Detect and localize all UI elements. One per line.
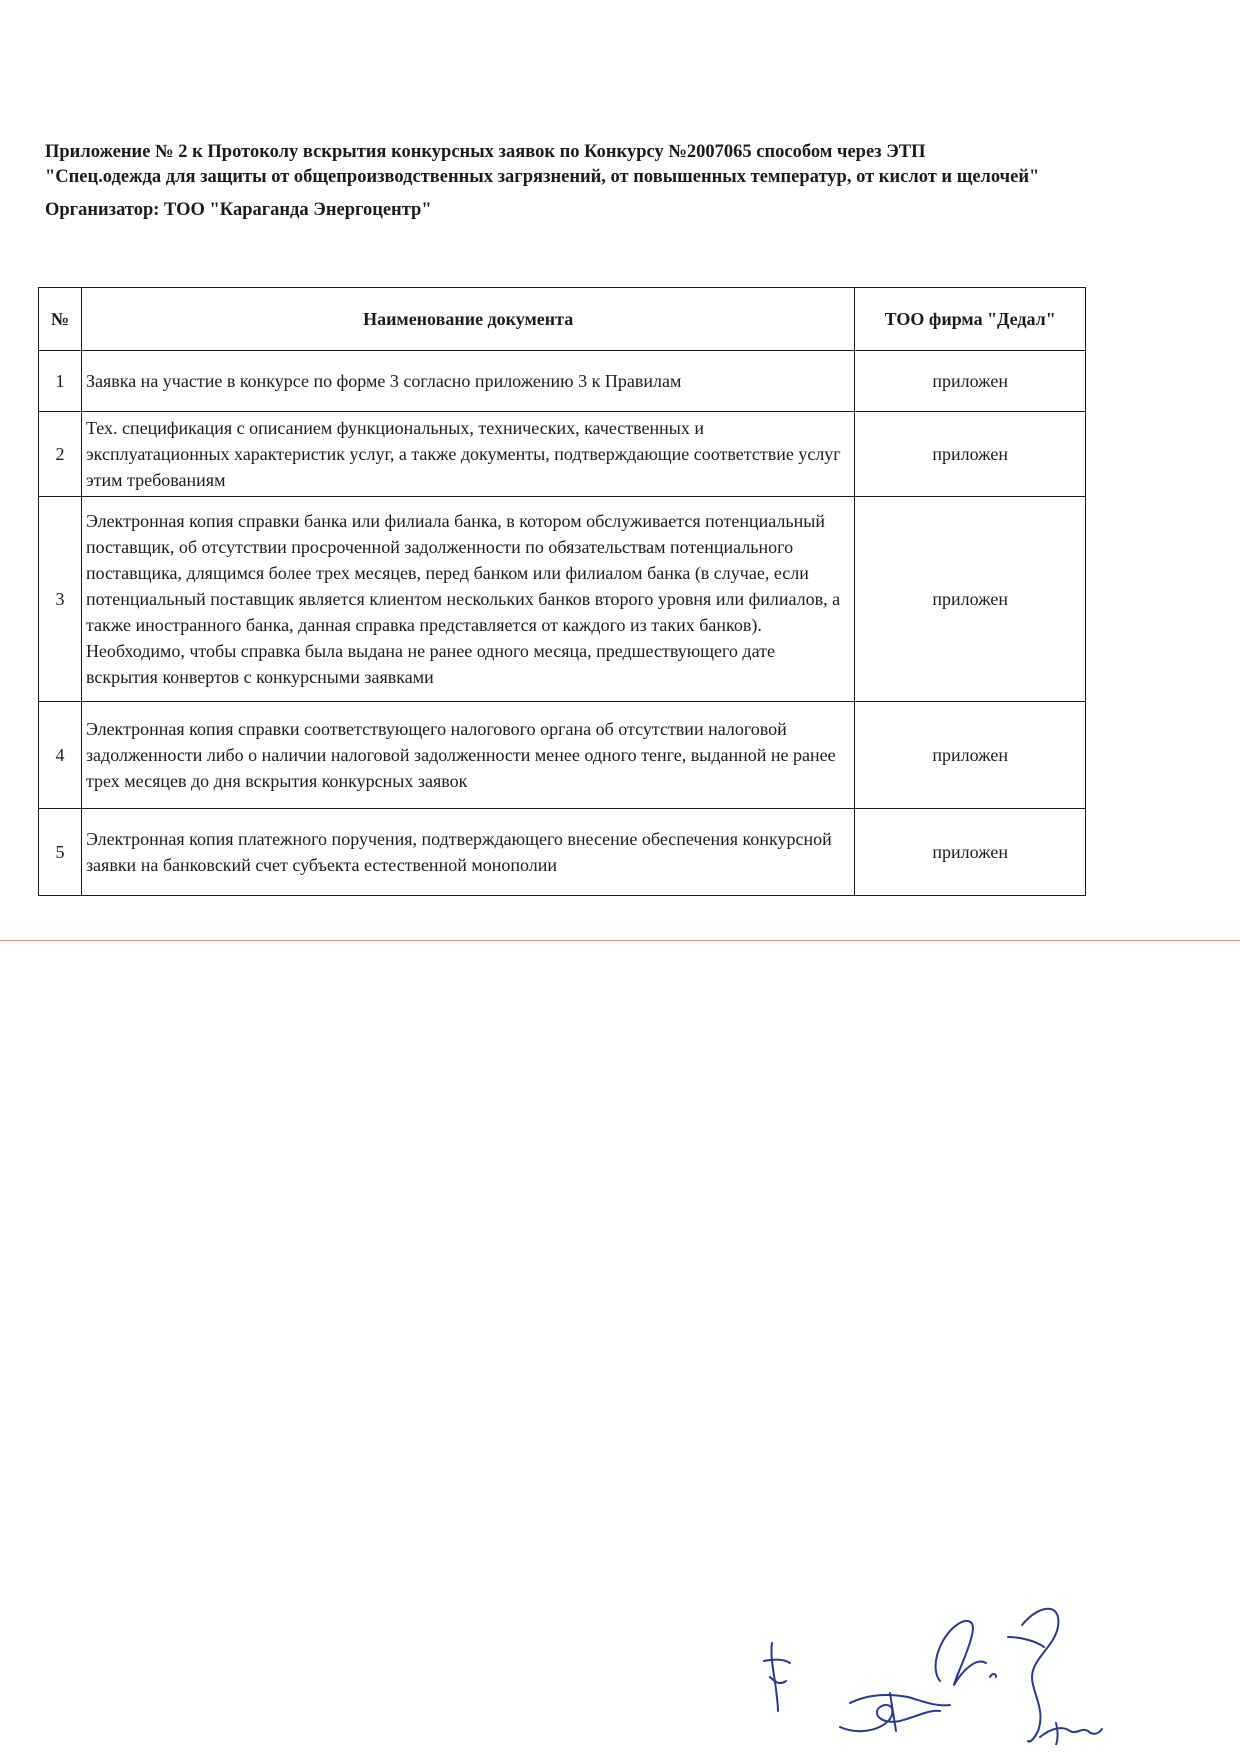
signature-mark-1	[771, 1643, 778, 1711]
document-status: приложен	[855, 412, 1086, 497]
signatures	[740, 1585, 1220, 1745]
table-row	[39, 497, 1086, 702]
document-name: Электронная копия платежного поручения, подтверждающего внесение обеспечения конкурсной заявки на банковский счет субъекта естественной монополии	[81, 809, 854, 896]
row-number: 2	[39, 412, 82, 497]
column-header-num: №	[39, 288, 82, 351]
organizer-line: Организатор: ТОО "Караганда Энергоцентр"	[45, 200, 432, 220]
signature-3-stroke-d	[1008, 1637, 1044, 1647]
column-header-name: Наименование документа	[81, 288, 854, 351]
row-number: 1	[39, 351, 82, 412]
tender-subject: "Спец.одежда для защиты от общепроизводственных загрязнений, от повышенных температур, от кислот и щелочей"	[45, 167, 1040, 187]
signature-2-stroke-c	[890, 1693, 896, 1731]
table-header-row	[39, 288, 1086, 351]
table-row	[39, 412, 1086, 497]
page-separator-line	[0, 940, 1240, 941]
document-status: приложен	[855, 351, 1086, 412]
document-name: Заявка на участие в конкурсе по форме 3 согласно приложению 3 к Правилам	[81, 351, 854, 412]
signature-3-stroke-c	[1022, 1609, 1058, 1742]
signature-mark-1b	[764, 1660, 790, 1663]
signature-drawing	[740, 1585, 1220, 1745]
document-header	[45, 140, 1095, 223]
row-number: 5	[39, 809, 82, 896]
appendix-title: Приложение № 2 к Протоколу вскрытия конкурсных заявок по Конкурсу №2007065 способом через ЭТП	[45, 142, 926, 162]
signature-mark-1c	[770, 1677, 786, 1683]
document-name: Электронная копия справки банка или филиала банка, в котором обслуживается потенциальный поставщик, об отсутствии просроченной задолженности по обязательствам потенциального поставщика, длящимся более трех месяцев, перед банком или филиалом банка (в случае, если потенциальный поставщик является клиентом нескольких банков второго уровня или филиалов, а также иностранного банка, данная справка представляется от каждого из таких банков). Необходимо, чтобы справка была выдана не ранее одного месяца, предшествующего дате вскрытия конвертов с конкурсными заявками	[81, 497, 854, 702]
documents-table	[38, 287, 1086, 896]
signature-3-stroke-a	[936, 1621, 986, 1685]
table-row	[39, 702, 1086, 809]
signature-2-stroke-a	[850, 1695, 950, 1705]
signature-3-stroke-b	[990, 1674, 996, 1677]
row-number: 3	[39, 497, 82, 702]
document-status: приложен	[855, 497, 1086, 702]
table-row	[39, 809, 1086, 896]
document-name: Электронная копия справки соответствующего налогового органа об отсутствии налоговой задолженности либо о наличии налоговой задолженности менее одного тенге, выданной не ранее трех месяцев до дня вскрытия конкурсных заявок	[81, 702, 854, 809]
signature-4-stroke-b	[1056, 1723, 1058, 1745]
table-row	[39, 351, 1086, 412]
document-status: приложен	[855, 809, 1086, 896]
document-name: Тех. спецификация с описанием функциональных, технических, качественных и эксплуатационных характеристик услуг, а также документы, подтверждающие соответствие услуг этим требованиям	[81, 412, 854, 497]
signature-4-stroke-a	[1040, 1728, 1102, 1737]
document-status: приложен	[855, 702, 1086, 809]
signature-2-stroke-b	[840, 1705, 940, 1731]
column-header-supplier: ТОО фирма "Дедал"	[855, 288, 1086, 351]
row-number: 4	[39, 702, 82, 809]
